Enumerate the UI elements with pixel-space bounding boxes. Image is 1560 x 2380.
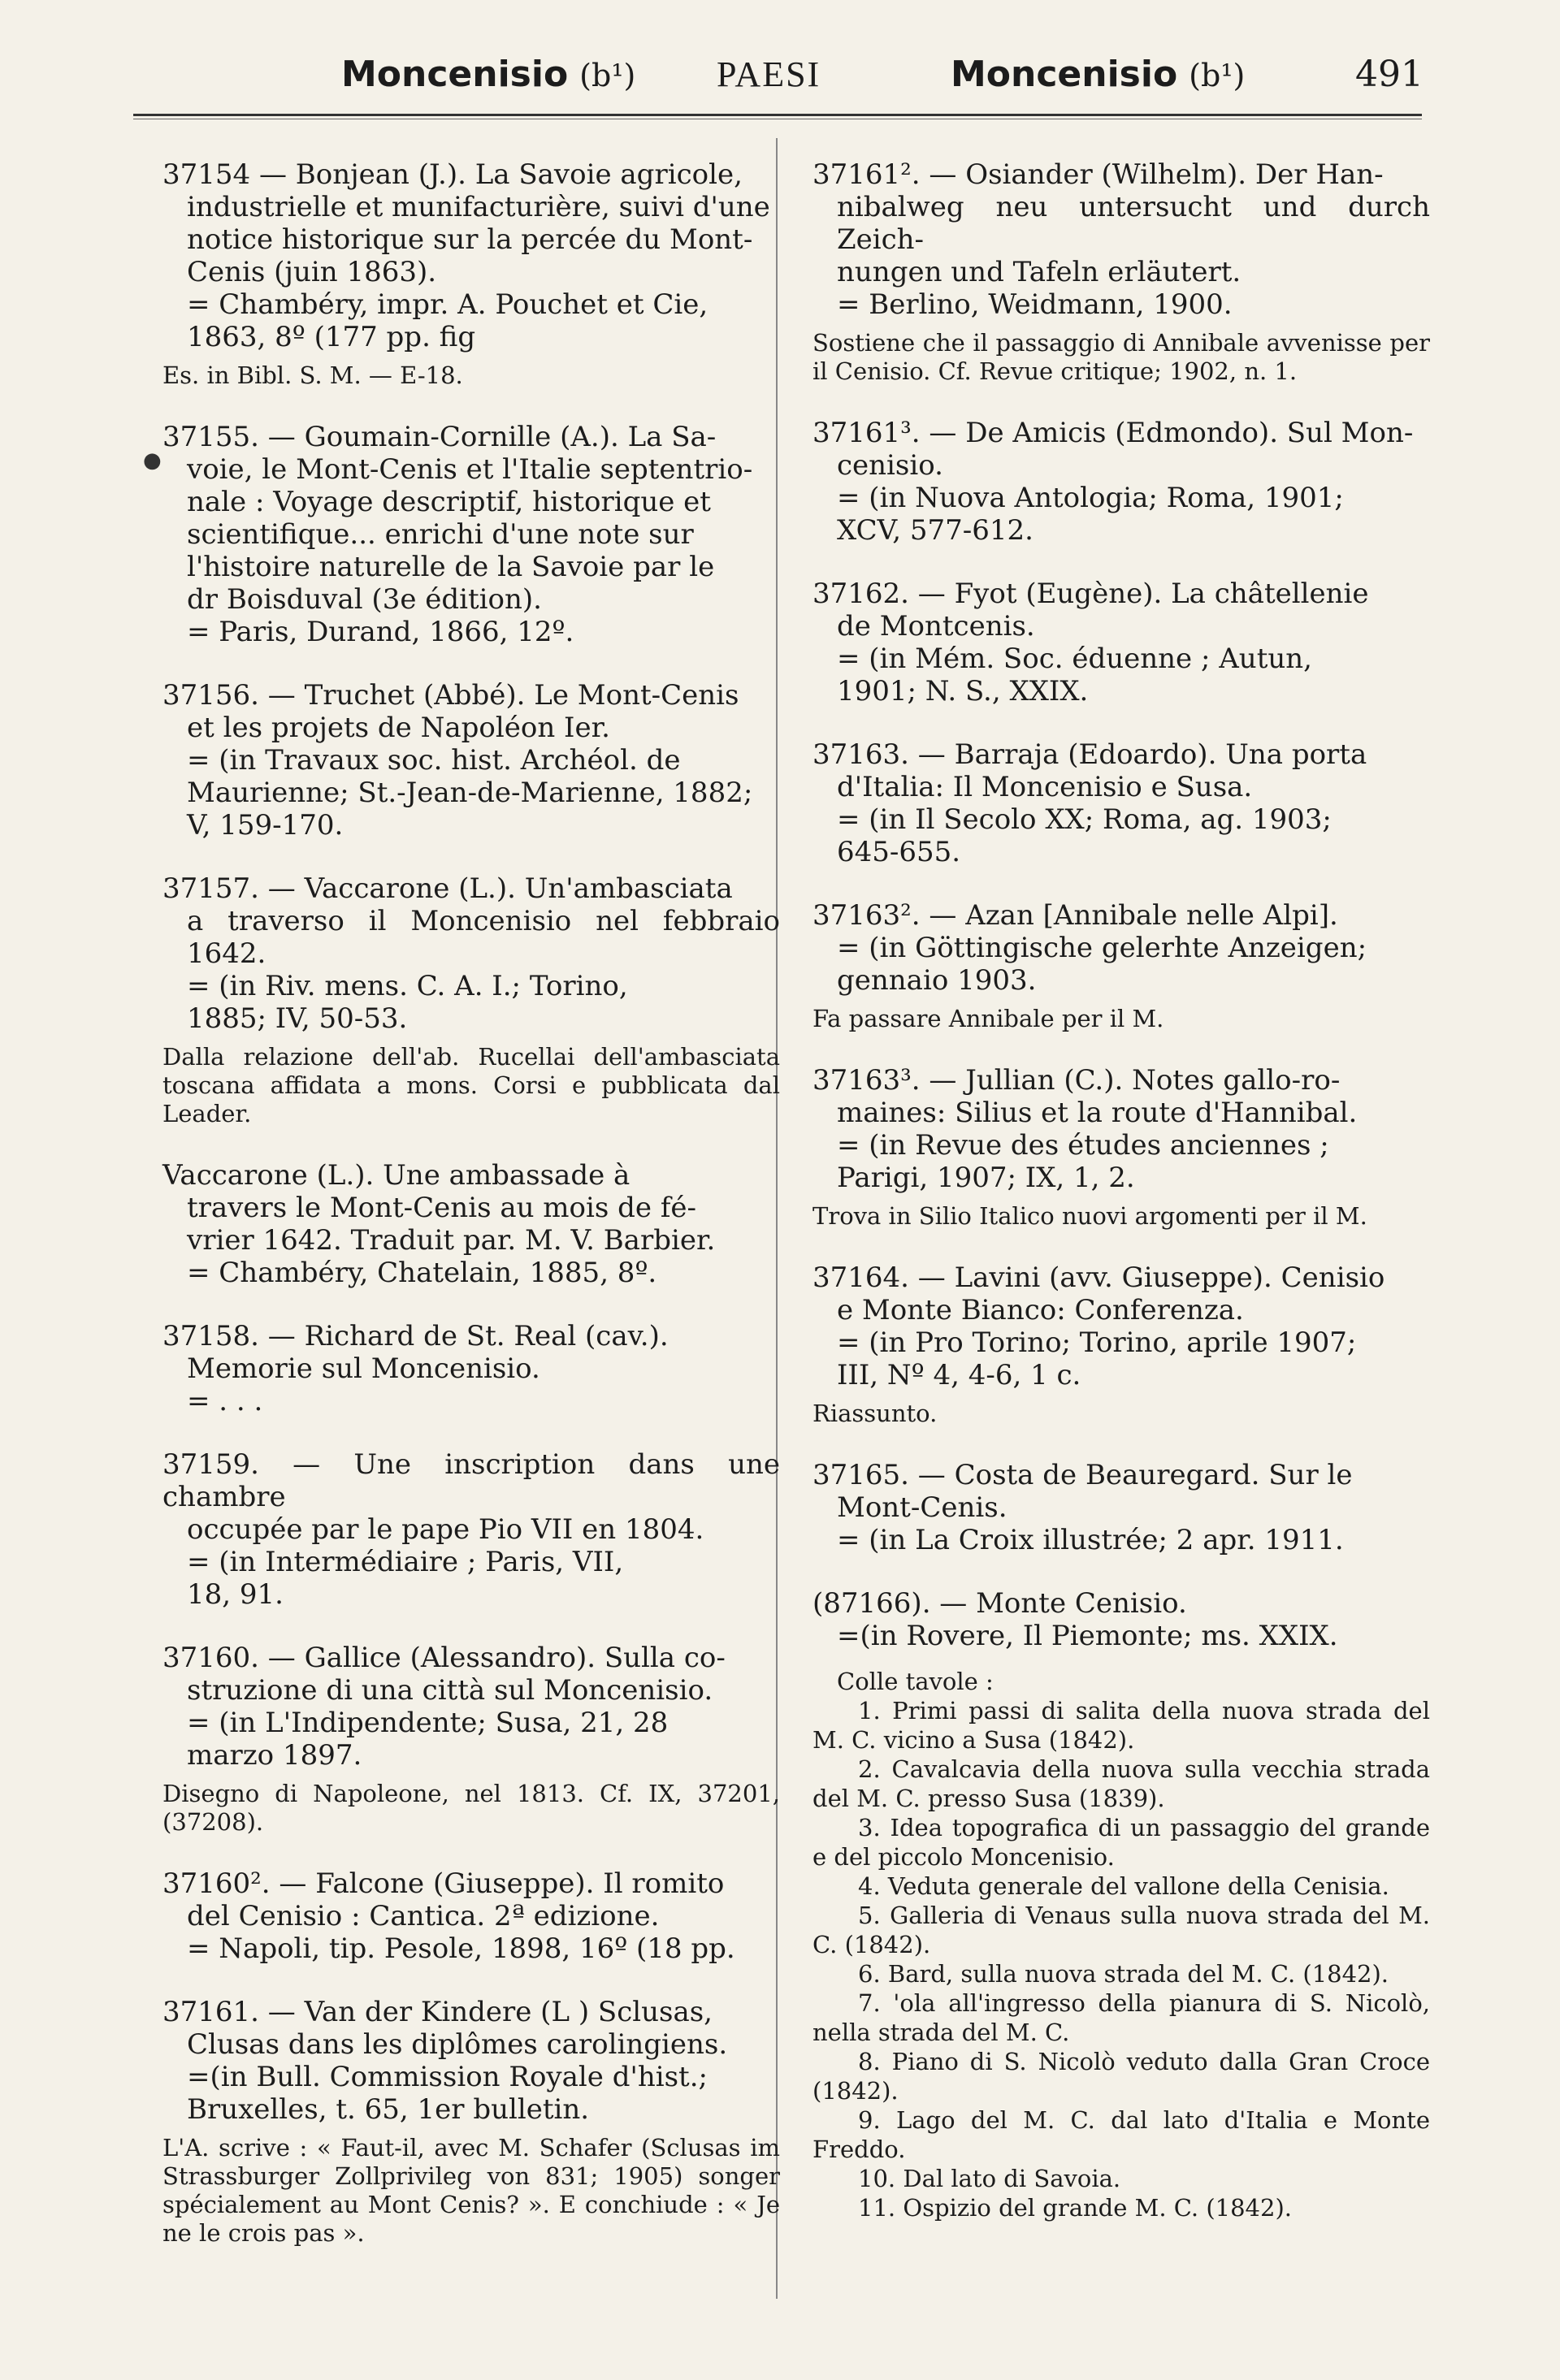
entry-line: d'Italia: Il Moncenisio e Susa.: [837, 771, 1253, 803]
entry-line: = (in Travaux soc. hist. Archéol. de: [187, 744, 681, 777]
entry-line: 37158. — Richard de St. Real (cav.).: [162, 1320, 669, 1352]
entry-line: industrielle et munifacturière, suivi d'une: [187, 191, 770, 223]
tavola-item: 5. Galleria di Venaus sulla nuova strada del M. C. (1842).: [812, 1902, 1430, 1958]
entry-line: gennaio 1903.: [837, 964, 1037, 997]
entry-note: L'A. scrive : « Faut-il, avec M. Schafer (Sclusas im Strassburger Zollprivileg von 831; 1905) songer spécialement au Mont Cenis? ». E conchiude : « Je ne le crois pas ».: [162, 2134, 780, 2247]
entry-line: 37156. — Truchet (Abbé). Le Mont-Cenis: [162, 679, 739, 712]
entry-line: nale : Voyage descriptif, historique et: [187, 486, 711, 518]
entry-line: III, Nº 4, 4-6, 1 c.: [837, 1359, 1081, 1391]
entry-line: 37160. — Gallice (Alessandro). Sulla co-: [162, 1642, 726, 1674]
tavola-item: 4. Veduta generale del vallone della Cenisia.: [858, 1872, 1389, 1900]
entry-line: = (in La Croix illustrée; 2 apr. 1911.: [837, 1524, 1344, 1556]
bibliography-entry: [812, 417, 1430, 547]
header-right-title: Moncenisio (b¹): [951, 54, 1246, 95]
entry-line: a traverso il Moncenisio nel febbraio 1642.: [187, 905, 780, 970]
bibliography-entry: [812, 1459, 1430, 1556]
bibliography-entry: [812, 1587, 1430, 1652]
entry-line: Vaccarone (L.). Une ambassade à: [162, 1159, 630, 1192]
right-column: [812, 158, 1430, 2222]
bibliography-entry: [162, 1320, 780, 1417]
tavola-item: 7. 'ola all'ingresso della pianura di S. Nicolò, nella strada del M. C.: [812, 1989, 1430, 2046]
tavola-item: 9. Lago del M. C. dal lato d'Italia e Monte Freddo.: [812, 2106, 1430, 2163]
entry-line: travers le Mont-Cenis au mois de fé-: [187, 1192, 697, 1224]
entry-line: V, 159-170.: [187, 809, 344, 842]
tavola-item: 11. Ospizio del grande M. C. (1842).: [858, 2194, 1292, 2222]
entry-line: 37163. — Barraja (Edoardo). Una porta: [812, 738, 1367, 771]
bibliography-entry: [162, 1642, 780, 1837]
entry-line: = Paris, Durand, 1866, 12º.: [187, 616, 574, 648]
bibliography-entry: [162, 1996, 780, 2248]
entry-line: Parigi, 1907; IX, 1, 2.: [837, 1162, 1135, 1194]
entry-line: et les projets de Napoléon Ier.: [187, 712, 610, 744]
entry-line: 1885; IV, 50-53.: [187, 1002, 408, 1035]
entry-line: nungen und Tafeln erläutert.: [837, 256, 1242, 288]
entry-line: = (in Mém. Soc. éduenne ; Autun,: [837, 643, 1312, 675]
entry-line: XCV, 577-612.: [837, 514, 1034, 547]
entry-note: Trova in Silio Italico nuovi argomenti per il M.: [812, 1202, 1367, 1230]
entry-line: =(in Rovere, Il Piemonte; ms. XXIX.: [837, 1620, 1338, 1652]
bibliography-entry: [162, 1159, 780, 1289]
entry-line: scientifique... enrichi d'une note sur: [187, 518, 694, 551]
entry-line: 37161³. — De Amicis (Edmondo). Sul Mon-: [812, 417, 1414, 449]
bibliography-entry: [162, 1448, 780, 1611]
entry-line: maines: Silius et la route d'Hannibal.: [837, 1097, 1358, 1129]
entry-line: voie, le Mont-Cenis et l'Italie septentrio-: [187, 453, 753, 486]
entry-line: 37160². — Falcone (Giuseppe). Il romito: [162, 1867, 725, 1900]
entry-line: = (in Nuova Antologia; Roma, 1901;: [837, 482, 1344, 514]
entry-line: = (in Göttingische gelerhte Anzeigen;: [837, 932, 1367, 964]
entry-line: Bruxelles, t. 65, 1er bulletin.: [187, 2093, 590, 2126]
bibliography-entry: [162, 1867, 780, 1965]
entry-line: struzione di una città sul Moncenisio.: [187, 1674, 713, 1707]
entry-note: Fa passare Annibale per il M.: [812, 1005, 1164, 1032]
bibliography-entry: [812, 158, 1430, 386]
entry-line: = Chambéry, impr. A. Pouchet et Cie,: [187, 288, 708, 321]
tavola-item: 10. Dal lato di Savoia.: [858, 2165, 1121, 2192]
right-entries: [812, 158, 1430, 1652]
entry-line: 37164. — Lavini (avv. Giuseppe). Cenisio: [812, 1261, 1385, 1294]
entry-line: = Berlino, Weidmann, 1900.: [837, 288, 1233, 321]
entry-line: occupée par le pape Pio VII en 1804.: [187, 1513, 704, 1546]
entry-line: 37161². — Osiander (Wilhelm). Der Han-: [812, 158, 1384, 191]
header-left-title: Moncenisio (b¹): [341, 54, 636, 95]
bibliography-entry: [162, 872, 780, 1128]
tavola-item: 1. Primi passi di salita della nuova strada del M. C. vicino a Susa (1842).: [812, 1697, 1430, 1754]
entry-line: = (in Il Secolo XX; Roma, ag. 1903;: [837, 803, 1332, 836]
tavola-item: 3. Idea topografica di un passaggio del grande e del piccolo Moncenisio.: [812, 1814, 1430, 1871]
entry-note: Disegno di Napoleone, nel 1813. Cf. IX, 37201, (37208).: [162, 1780, 780, 1836]
tavola-item: 8. Piano di S. Nicolò veduto dalla Gran Croce (1842).: [812, 2048, 1430, 2105]
entry-line: = (in Revue des études anciennes ;: [837, 1129, 1329, 1162]
entry-line: 37155. — Goumain-Cornille (A.). La Sa-: [162, 421, 717, 453]
entry-line: = Napoli, tip. Pesole, 1898, 16º (18 pp.: [187, 1932, 735, 1965]
entry-line: 37163². — Azan [Annibale nelle Alpi].: [812, 899, 1338, 932]
entry-line: Maurienne; St.-Jean-de-Marienne, 1882;: [187, 777, 753, 809]
entry-note: Dalla relazione dell'ab. Rucellai dell'ambasciata toscana affidata a mons. Corsi e pubblicata dal Leader.: [162, 1043, 780, 1127]
page-number: 491: [1355, 54, 1424, 95]
entry-line: 1863, 8º (177 pp. fig: [187, 321, 476, 353]
entry-line: 37165. — Costa de Beauregard. Sur le: [812, 1459, 1353, 1491]
bibliography-entry: [812, 578, 1430, 708]
stamp-mark: ●: [143, 448, 162, 473]
entry-note: Es. in Bibl. S. M. — E-18.: [162, 361, 463, 389]
entry-line: = (in Intermédiaire ; Paris, VII,: [187, 1546, 624, 1578]
entry-line: 37162. — Fyot (Eugène). La châtellenie: [812, 578, 1369, 610]
page-header: [0, 50, 1560, 107]
entry-line: Memorie sul Moncenisio.: [187, 1352, 540, 1385]
entry-line: Mont-Cenis.: [837, 1491, 1008, 1524]
entry-line: dr Boisduval (3e édition).: [187, 583, 542, 616]
entry-line: notice historique sur la percée du Mont-: [187, 223, 753, 256]
bibliography-entry: [162, 158, 780, 390]
entry-line: = (in Pro Torino; Torino, aprile 1907;: [837, 1326, 1357, 1359]
tavole-list: [812, 1667, 1430, 2222]
entry-line: 18, 91.: [187, 1578, 284, 1611]
entry-line: = (in Riv. mens. C. A. I.; Torino,: [187, 970, 628, 1002]
left-column: [162, 158, 780, 2278]
bibliography-entry: [812, 899, 1430, 1033]
entry-line: = Chambéry, Chatelain, 1885, 8º.: [187, 1257, 657, 1289]
entry-line: 645-655.: [837, 836, 961, 868]
entry-line: del Cenisio : Cantica. 2ª edizione.: [187, 1900, 660, 1932]
entry-line: 37159. — Une inscription dans une chambre: [162, 1448, 780, 1513]
entry-line: 37161. — Van der Kinderе (L ) Sclusas,: [162, 1996, 713, 2028]
entry-line: de Montcenis.: [837, 610, 1035, 643]
bibliography-entry: [812, 738, 1430, 868]
header-rule: [133, 114, 1422, 116]
entry-line: = (in L'Indipendente; Susa, 21, 28: [187, 1707, 669, 1739]
entry-line: =(in Bull. Commission Royale d'hist.;: [187, 2061, 708, 2093]
tavole-intro: Colle tavole :: [837, 1668, 994, 1695]
entry-line: l'histoire naturelle de la Savoie par le: [187, 551, 715, 583]
entry-line: 37154 — Bonjean (J.). La Savoie agricole,: [162, 158, 743, 191]
entry-line: (87166). — Monte Cenisio.: [812, 1587, 1187, 1620]
tavola-item: 2. Cavalcavia della nuova sulla vecchia strada del M. C. presso Susa (1839).: [812, 1755, 1430, 1812]
entry-line: Clusas dans les diplômes carolingiens.: [187, 2028, 728, 2061]
entry-line: Cenis (juin 1863).: [187, 256, 437, 288]
bibliography-entry: [162, 421, 780, 648]
entry-line: = . . .: [187, 1385, 263, 1417]
entry-line: 37157. — Vaccarone (L.). Un'ambasciata: [162, 872, 733, 905]
entry-line: e Monte Bianco: Conferenza.: [837, 1294, 1244, 1326]
entry-line: cenisio.: [837, 449, 943, 482]
entry-line: nibalweg neu untersucht und durch Zeich-: [837, 191, 1430, 256]
entry-line: 1901; N. S., XXIX.: [837, 675, 1089, 708]
entry-note: Riassunto.: [812, 1400, 938, 1427]
tavole-items: [812, 1696, 1430, 2222]
tavola-item: 6. Bard, sulla nuova strada del M. C. (1842).: [858, 1960, 1389, 1988]
bibliography-entry: [812, 1064, 1430, 1231]
entry-note: Sostiene che il passaggio di Annibale avvenisse per il Cenisio. Cf. Revue critique; 1902, n. 1.: [812, 329, 1430, 385]
bibliography-entry: [812, 1261, 1430, 1428]
header-section: PAESI: [717, 54, 821, 94]
entry-line: marzo 1897.: [187, 1739, 362, 1772]
entry-line: vrier 1642. Traduit par. M. V. Barbier.: [187, 1224, 716, 1257]
bibliography-entry: [162, 679, 780, 842]
entry-line: 37163³. — Jullian (C.). Notes gallo-ro-: [812, 1064, 1341, 1097]
